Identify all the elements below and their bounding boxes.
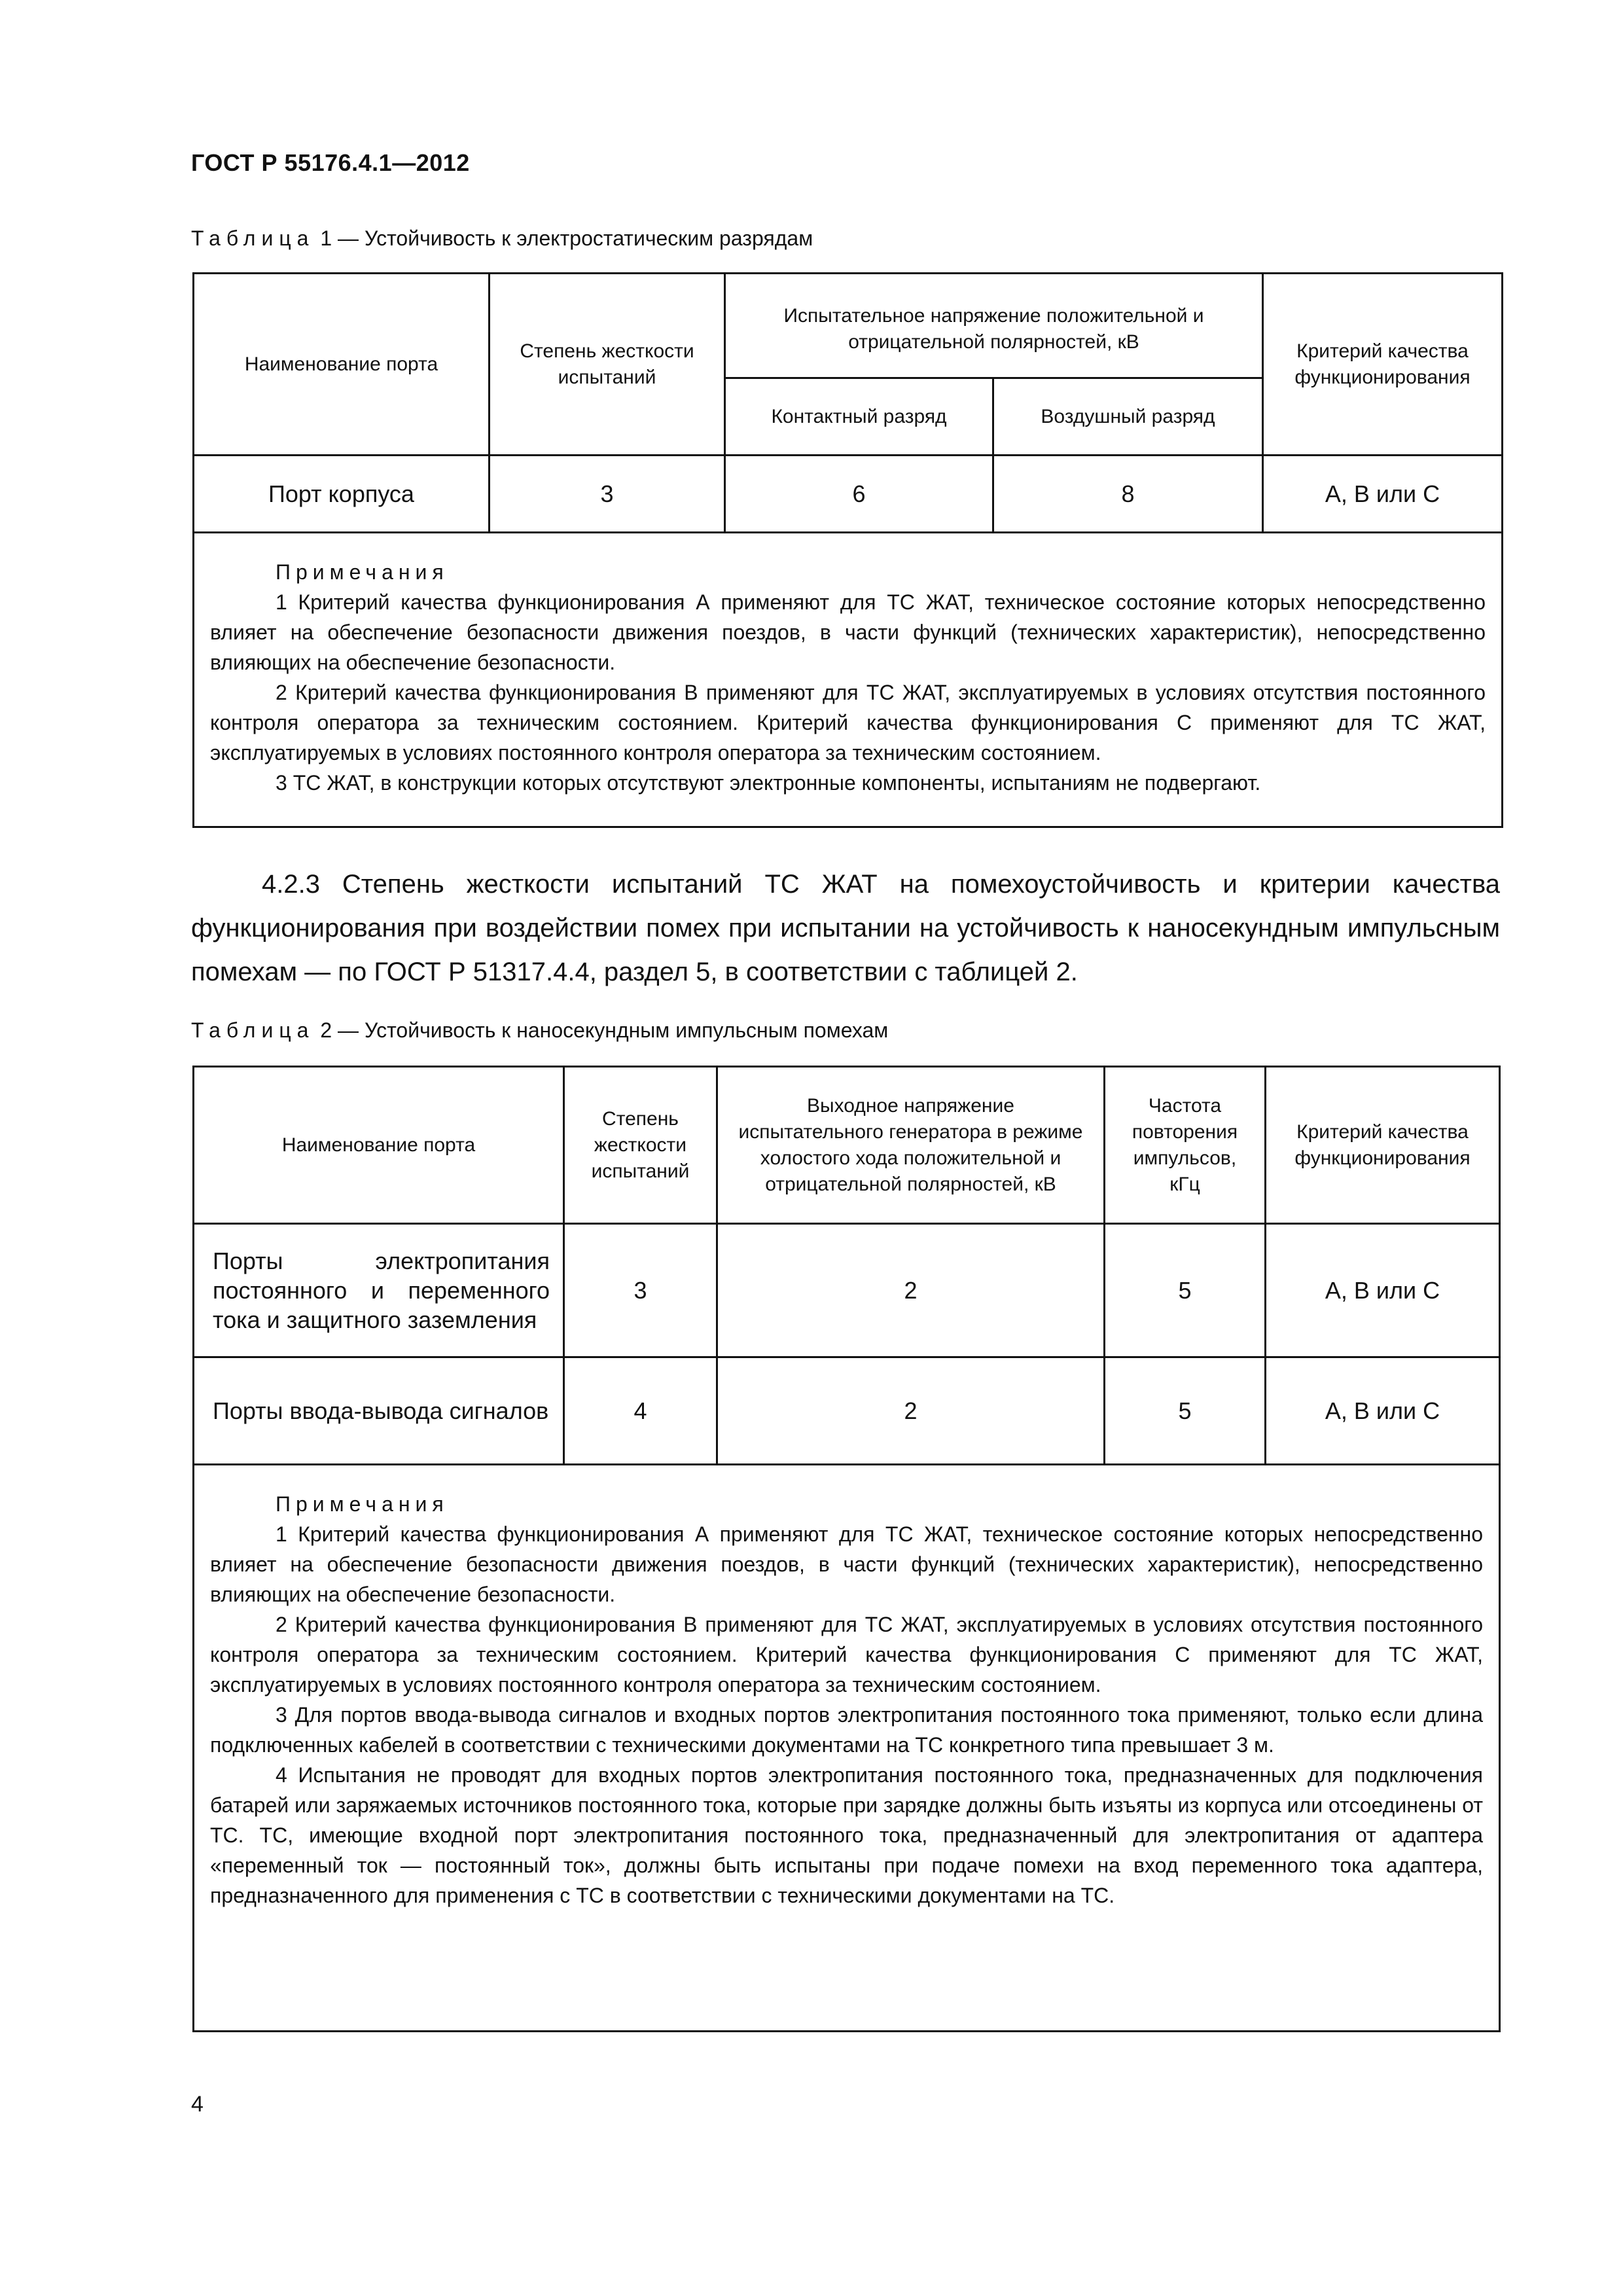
table1-header-criterion: Критерий качества функционирования — [1263, 274, 1503, 456]
table1-cell-criterion: A, B или C — [1263, 456, 1503, 533]
table1-notes — [194, 533, 1503, 827]
table1-header-voltage: Испытательное напряжение положительной и отрицательной полярностей, кВ — [725, 274, 1263, 378]
table2-caption — [191, 1018, 888, 1043]
table2-header-port: Наименование порта — [194, 1067, 564, 1224]
table1-notes-title: Примечания — [276, 560, 449, 584]
page-number: 4 — [191, 2092, 204, 2117]
table1-row — [194, 456, 1503, 533]
table2-cell-voltage: 2 — [717, 1224, 1105, 1357]
table2-cell-criterion: A, B или C — [1266, 1357, 1500, 1465]
table1-caption-prefix: Таблица — [191, 226, 315, 250]
table2-header-criterion: Критерий качества функционирования — [1266, 1067, 1500, 1224]
table2-caption-text: 2 — Устойчивость к наносекундным импульсным помехам — [314, 1018, 889, 1042]
table2-note-2: 2 Критерий качества функционирования B применяют для ТС ЖАТ, эксплуатируемых в условиях отсутствия постоянного контроля оператора за техническим состоянием. Критерий качества функционирования C применяют для ТС ЖАТ, эксплуатируемых в условиях постоянного контроля оператора за техническим состоянием. — [210, 1613, 1483, 1696]
table2-cell-port: Порты электропитания постоянного и переменного тока и защитного заземления — [194, 1224, 564, 1357]
table2-cell-severity: 4 — [564, 1357, 717, 1465]
table1-header-contact: Контактный разряд — [725, 378, 993, 456]
table2-caption-prefix: Таблица — [191, 1018, 315, 1042]
table1-caption — [191, 226, 813, 251]
table2-cell-port: Порты ввода-вывода сигналов — [194, 1357, 564, 1465]
table2-note-3: 3 Для портов ввода-вывода сигналов и входных портов электропитания постоянного тока применяют, только если длина подключенных кабелей в соответствии с техническими документами на ТС конкретного типа превышает 3 м. — [210, 1703, 1483, 1757]
table1-header-port: Наименование порта — [194, 274, 490, 456]
table1-caption-text: 1 — Устойчивость к электростатическим разрядам — [314, 226, 813, 250]
table2-note-1: 1 Критерий качества функционирования А применяют для ТС ЖАТ, техническое состояние которых непосредственно влияет на обеспечение безопасности движения поездов, в части функций (технических характеристик), непосредственно влияющих на обеспечение безопасности. — [210, 1522, 1483, 1606]
section-4-2-3-paragraph: 4.2.3 Степень жесткости испытаний ТС ЖАТ на помехоустойчивость и критерии качества функционирования при воздействии помех при испытании на устойчивость к наносекундным импульсным помехам — по ГОСТ Р 51317.4.4, раздел 5, в соответствии с таблицей 2. — [191, 870, 1500, 986]
table2-header-voltage: Выходное напряжение испытательного генератора в режиме холостого хода положительной и отрицательной полярностей, кВ — [717, 1067, 1105, 1224]
table1-note-2: 2 Критерий качества функционирования B применяют для ТС ЖАТ, эксплуатируемых в условиях отсутствия постоянного контроля оператора за техническим состоянием. Критерий качества функционирования C применяют для ТС ЖАТ, эксплуатируемых в условиях постоянного контроля оператора за техническим состоянием. — [210, 681, 1486, 764]
table2-cell-frequency: 5 — [1105, 1224, 1266, 1357]
table1-cell-port: Порт корпуса — [194, 456, 490, 533]
table2-row — [194, 1357, 1500, 1465]
table2-cell-criterion: A, B или C — [1266, 1224, 1500, 1357]
table2-header-frequency: Частота повторения импульсов, кГц — [1105, 1067, 1266, 1224]
table1-header-severity: Степень жесткости испытаний — [490, 274, 725, 456]
table1-header-air: Воздушный разряд — [993, 378, 1263, 456]
table2-notes-title: Примечания — [276, 1492, 449, 1516]
table2-cell-voltage: 2 — [717, 1357, 1105, 1465]
table1-note-1: 1 Критерий качества функционирования А применяют для ТС ЖАТ, техническое состояние которых непосредственно влияет на обеспечение безопасности движения поездов, в части функций (технических характеристик), непосредственно влияющих на обеспечение безопасности. — [210, 590, 1486, 674]
table2-note-4: 4 Испытания не проводят для входных портов электропитания постоянного тока, предназначенных для подключения батарей или заряжаемых источников постоянного тока, которые при зарядке должны быть изъяты из корпуса или отсоединены от ТС. ТС, имеющие входной порт электропитания постоянного тока, предназначенный для электропитания от адаптера «переменный ток — постоянный ток», должны быть испытаны при подаче помехи на вход переменного тока адаптера, предназначенного для применения с ТС в соответствии с техническими документами на ТС. — [210, 1763, 1483, 1907]
table2-cell-severity: 3 — [564, 1224, 717, 1357]
table2-header-severity: Степень жесткости испытаний — [564, 1067, 717, 1224]
table1 — [192, 272, 1503, 828]
table2-row — [194, 1224, 1500, 1357]
table2-cell-frequency: 5 — [1105, 1357, 1266, 1465]
document-header: ГОСТ Р 55176.4.1—2012 — [191, 149, 470, 176]
table2 — [192, 1066, 1501, 2032]
table2-notes — [194, 1465, 1500, 2032]
table1-cell-contact: 6 — [725, 456, 993, 533]
table1-note-3: 3 ТС ЖАТ, в конструкции которых отсутствуют электронные компоненты, испытаниям не подвергают. — [276, 771, 1261, 795]
table1-cell-air: 8 — [993, 456, 1263, 533]
table1-cell-severity: 3 — [490, 456, 725, 533]
